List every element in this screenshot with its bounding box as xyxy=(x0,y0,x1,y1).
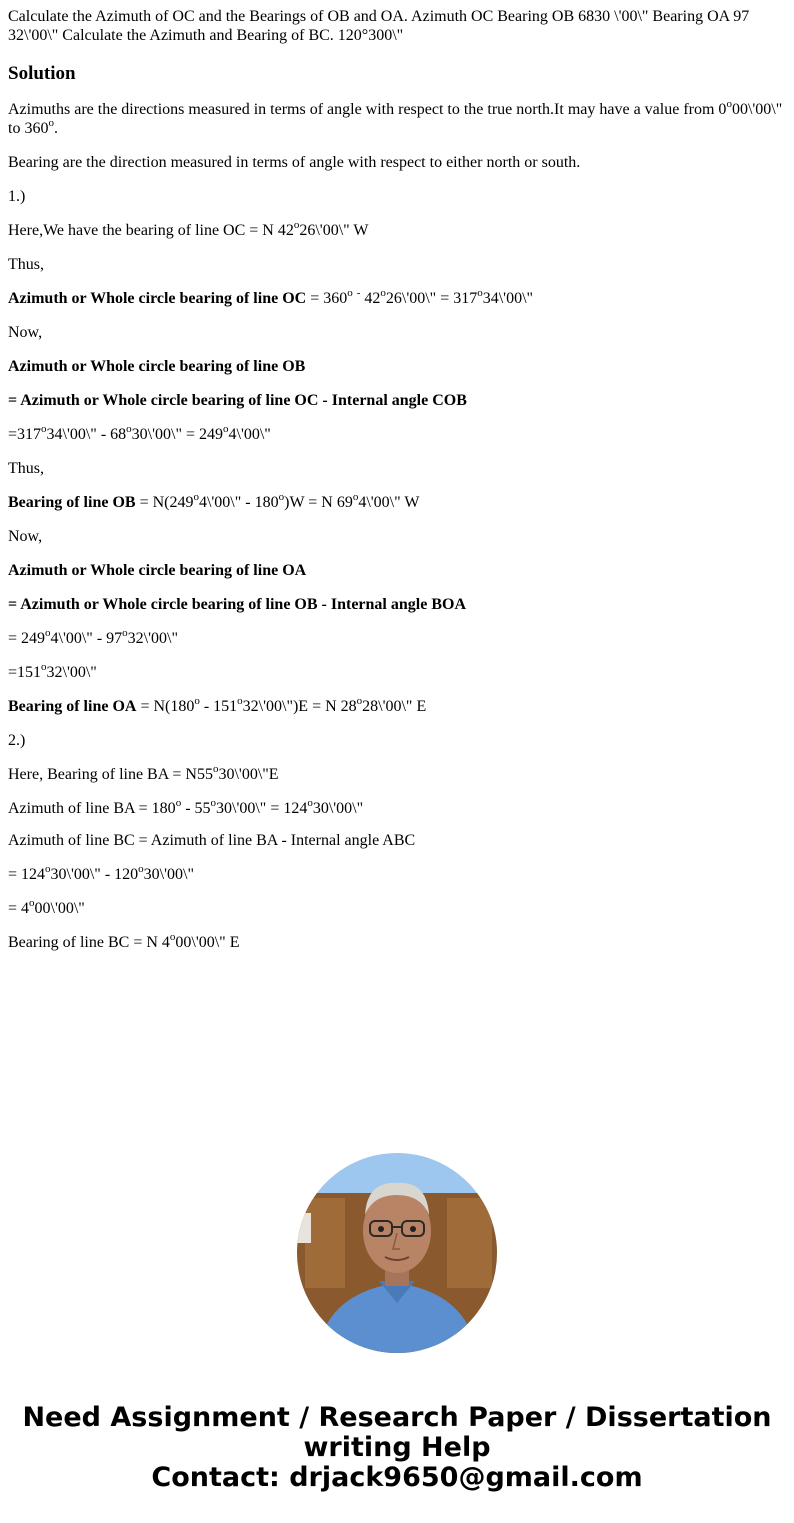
ob-azimuth-title: Azimuth or Whole circle bearing of line OB xyxy=(8,358,306,375)
author-portrait xyxy=(297,1153,497,1353)
solution-heading: Solution xyxy=(8,63,76,84)
now-text: Now, xyxy=(8,528,43,545)
oa-azimuth-result: $=151^o32\backslash'00\backslash$" xyxy=(8,660,97,681)
thus-text: Thus, xyxy=(8,460,44,477)
oa-azimuth-title: Azimuth or Whole circle bearing of line OA xyxy=(8,562,307,579)
ob-azimuth-formula: = Azimuth or Whole circle bearing of line OC - Internal angle COB xyxy=(8,392,467,409)
bearing-definition: Bearing are the direction measured in terms of angle with respect to either north or south. xyxy=(8,154,581,171)
ba-bearing-line: Here, Bearing of line BA = $N55^o30\backslash'00\backslash"E$ xyxy=(8,762,279,783)
part-2-label: 2.) xyxy=(8,732,26,749)
promo-line-2: writing Help xyxy=(303,1432,491,1463)
footer-promo xyxy=(0,1153,794,1493)
bc-bearing-line: Bearing of line BC = N 4$^o$00\'00\" E xyxy=(8,930,240,951)
oc-bearing-line: Here,We have the bearing of line OC = N 42$^o$26\'00\" W xyxy=(8,218,369,239)
contact-email[interactable]: Contact: drjack9650@gmail.com xyxy=(151,1462,643,1493)
bc-azimuth-calc: = $124^o30\backslash'00\backslash$" - 120$^o$30\'00\" xyxy=(8,862,194,883)
ob-azimuth-calc: $=317^o34\backslash'00\backslash$" - $68^o30\backslash'00\backslash$" = $249^o4\backslash'00\backslash$" xyxy=(8,422,271,443)
ba-azimuth-line: Azimuth of line BA = $180^o$ - $55^o30\backslash'00\backslash$" = $124^o30\backslash'00\backslash$" xyxy=(8,796,364,817)
ob-bearing-line: Bearing of line OB = $N(249^o4\backslash'00\backslash$" - $180^o)W = N$ 69$^o$4\'00\" W xyxy=(8,490,420,511)
author-avatar xyxy=(297,1153,497,1353)
azimuth-definition: Azimuths are the directions measured in terms of angle with respect to the true north.It may have a value from 0$^o$00\'00\" to 360$^o$. xyxy=(8,97,783,137)
thus-text: Thus, xyxy=(8,256,44,273)
oa-azimuth-formula: = Azimuth or Whole circle bearing of line OB - Internal angle BOA xyxy=(8,596,466,613)
question-text: Calculate the Azimuth of OC and the Bearings of OB and OA. Azimuth OC Bearing OB 6830 \'00\" Bearing OA 97 32\'00\" Calculate the Azimuth and Bearing of BC. 120°300\" xyxy=(8,8,750,44)
bc-azimuth-formula: Azimuth of line BC = Azimuth of line BA - Internal angle ABC xyxy=(8,832,416,849)
promo-text xyxy=(0,1403,794,1493)
oc-azimuth-line: Azimuth or Whole circle bearing of line OC = $360^o$ - $42^o26\backslash'00\backslash$" = $317^o34\backslash'00\backslash$" xyxy=(8,286,534,307)
bc-azimuth-result: = $4^o00\backslash'00\backslash$" xyxy=(8,896,85,917)
oa-bearing-line: Bearing of line OA = $N(180^o$ - $151^o32\backslash'00\backslash")E = N$ 28$^o$28\'00\" E xyxy=(8,694,427,715)
oa-azimuth-calc: = $249^o4\backslash'00\backslash$" - 97$^o$32\'00\" xyxy=(8,626,178,647)
promo-line-1: Need Assignment / Research Paper / Dissertation xyxy=(22,1402,772,1433)
part-1-label: 1.) xyxy=(8,188,26,205)
now-text: Now, xyxy=(8,324,43,341)
